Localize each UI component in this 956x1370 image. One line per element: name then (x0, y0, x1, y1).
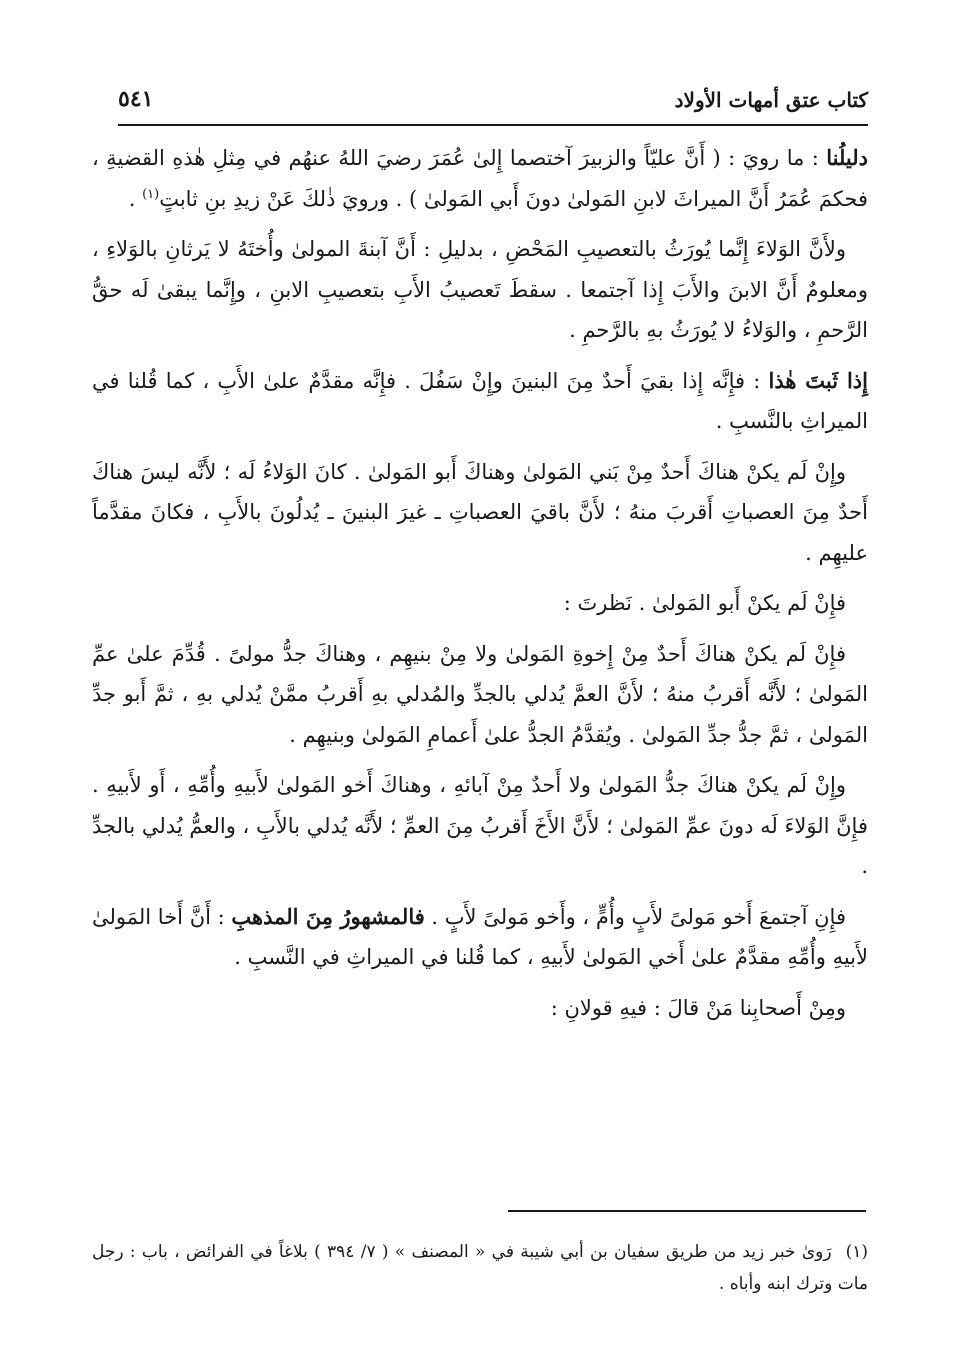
paragraph-2: ولأَنَّ الوَلاءَ إِنَّما يُورَثُ بالتعصيبِ المَحْضِ ، بدليلِ : أَنَّ آبنةَ المولىٰ وأُختَهُ لا يَرثانِ بالوَلاءِ ، ومعلومٌ أَنَّ الابنَ والأَبَ إِذا آجتمعا . سقطَ تَعصيبُ الأَبِ بتعصيبِ الابنِ ، وإِنَّما يبقىٰ لَه حقُّ الرَّحمِ ، والوَلاءُ لا يُورَثُ بهِ بالرَّحمِ . (92, 237, 868, 342)
paragraph-text-end: . (128, 186, 143, 211)
paragraph-7: وإِنْ لَم يكنْ هناكَ جدُّ المَولىٰ ولا أَحدٌ مِنْ آبائهِ ، وهناكَ أَخو المَولىٰ لأَبيهِ وأُمِّهِ ، أَو لأَبيهِ . فإِنَّ الوَلاءَ لَه دونَ عمِّ المَولىٰ ؛ لأَنَّ الأَخَ أَقربُ مِنَ العمِّ ؛ لأَنَّه يُدلي بالأَبِ ، والعمُّ يُدلي بالجدِّ . (92, 773, 868, 878)
paragraph-text: : ما رويَ : ( أَنَّ عليّاً والزبيرَ آختصما إِلىٰ عُمَرَ رضيَ اللهُ عنهُم في مِثلِ هٰذهِ القضيةِ ، فحكمَ عُمَرُ أَنَّ الميراثَ لابنِ المَولىٰ دونَ أَبي المَولىٰ ) . ورويَ ذٰلكَ عَنْ زيدِ بنِ ثابتٍ (92, 146, 868, 211)
footnote-divider (508, 1210, 866, 1212)
paragraph-text: فإِنِ آجتمعَ أَخو مَولىً لأَبٍ وأُمٍّ ، وأَخو مَولىً لأَبٍ . (424, 904, 846, 929)
page-number: ٥٤١ (118, 86, 154, 112)
footnote-1 (92, 1236, 868, 1300)
paragraph-5: فإِنْ لَم يكنْ أَبو المَولىٰ . نَظرتَ : (563, 591, 846, 615)
paragraph-emphasis: فالمشهورُ مِنَ المذهبِ (231, 903, 425, 929)
footnote-text: رَوىٰ خبر زيد من طريق سفيان بن أبي شيبة في « المصنف » ( ٧/ ٣٩٤ ) بلاغاً في الفرائض ، باب : رجل مات وترك ابنه وأباه . (92, 1242, 868, 1294)
paragraph-9: ومِنْ أَصحابِنا مَنْ قالَ : فيهِ قولانِ : (550, 995, 846, 1020)
footnote-number: (١) (845, 1242, 868, 1262)
paragraph-3 (92, 361, 868, 442)
main-text (92, 138, 868, 1038)
paragraph-text-end: : أَنَّ أَخا المَولىٰ لأَبيهِ وأُمِّهِ مقدَّمٌ علىٰ أَخي المَولىٰ لأَبيهِ ، كما قُلنا في الميراثِ في النَّسبِ . (92, 904, 868, 969)
paragraph-4: وإِنْ لَم يكنْ هناكَ أَحدٌ مِنْ بَني المَولىٰ وهناكَ أَبو المَولىٰ . كانَ الوَلاءُ لَه ؛ لأَنَّه ليسَ هناكَ أَحدٌ مِنَ العصباتِ أَقربَ منهُ ؛ لأَنَّ باقيَ العصباتِ ـ غيرَ البنينَ ـ يُدلُونَ بالأَبِ ، فكانَ مقدَّماً عليهِم . (92, 459, 868, 565)
paragraph-text: : فإِنَّه إِذا بقيَ أَحدٌ مِنَ البنينَ وإِنْ سَفُلَ . فإِنَّه مقدَّمٌ علىٰ الأَبِ ، كما قُلنا في الميراثِ بالنَّسبِ . (92, 368, 868, 433)
chapter-title: كتاب عتق أمهات الأولاد (674, 88, 868, 112)
paragraph-1 (92, 138, 868, 219)
paragraph-8 (92, 897, 868, 978)
paragraph-6: فإِنْ لَم يكنْ هناكَ أَحدٌ مِنْ إِخوةِ المَولىٰ ولا مِنْ بنيهِم ، وهناكَ جدُّ مولىً . قُدِّمَ علىٰ عمِّ المَولىٰ ؛ لأَنَّه أَقربُ منهُ ؛ لأَنَّ العمَّ يُدلي بالجدِّ والمُدلي بهِ أَقربُ ممَّنْ يُدلي بهِ ، ثمَّ أَبو جدِّ المَولىٰ ، ثمَّ جدُّ جدِّ المَولىٰ . ويُقدَّمُ الجدُّ علىٰ أَعمامِ المَولىٰ وبنيهِم . (92, 641, 868, 747)
footnotes (92, 1236, 868, 1300)
footnote-reference[interactable]: (١) (142, 186, 160, 202)
paragraph-lead: دليلُنا (826, 145, 868, 170)
paragraph-lead: إِذا ثَبتَ هٰذا (768, 367, 868, 393)
running-header (118, 84, 868, 126)
